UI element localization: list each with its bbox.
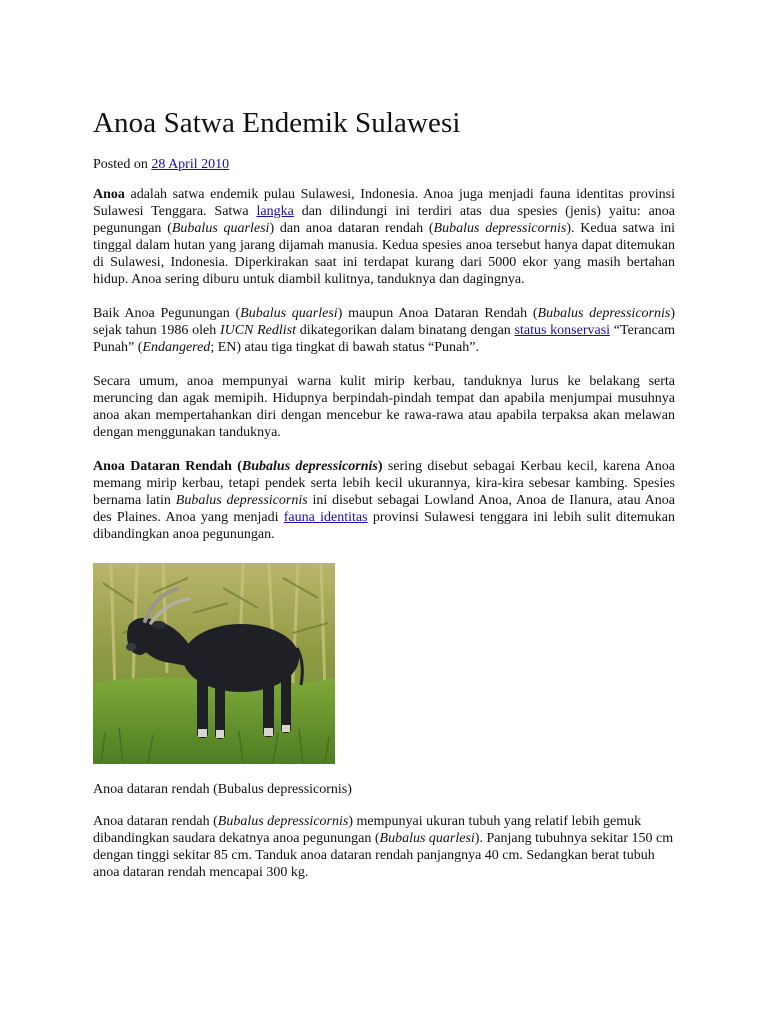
text-span: dan dilindungi ini terdiri atas dua spesies (jenis) yaitu: anoa pegunungan ( xyxy=(93,204,675,236)
link-status-konservasi[interactable]: status konservasi xyxy=(514,323,611,338)
bold-term: Anoa Dataran Rendah ( xyxy=(93,459,242,474)
posted-on-label: Posted on xyxy=(93,157,148,172)
text-span: Anoa dataran rendah ( xyxy=(93,814,218,829)
text-span: “Terancam Punah” ( xyxy=(93,323,675,355)
photo-caption: Anoa dataran rendah (Bubalus depressicornis) xyxy=(93,782,352,797)
text-span: ). Panjang tubuhnya sekitar 150 cm dengan tinggi sekitar 85 cm. Tanduk anoa dataran rendah panjangnya 40 cm. Sedangkan berat tubuh anoa dataran rendah mencapai 300 kg. xyxy=(93,831,674,880)
italic-term: Bubalus depressicornis xyxy=(217,814,349,829)
page-title: Anoa Satwa Endemik Sulawesi xyxy=(93,107,461,139)
post-date-link[interactable]: 28 April 2010 xyxy=(151,157,230,172)
text-span: adalah satwa endemik pulau Sulawesi, Indonesia. Anoa juga menjadi fauna identitas provinsi Sulawesi Tenggara. Satwa xyxy=(93,187,675,219)
text-span: Baik Anoa Pegunungan ( xyxy=(93,306,241,321)
paragraph-1 xyxy=(93,186,675,288)
text-span: dikategorikan dalam binatang dengan xyxy=(296,323,515,338)
italic-term: Bubalus depressicornis xyxy=(433,221,567,236)
bold-term: ) xyxy=(377,459,383,474)
italic-term: Bubalus depressicornis xyxy=(537,306,671,321)
italic-term: Bubalus depressicornis xyxy=(175,493,308,508)
text-span: ) sejak tahun 1986 oleh xyxy=(93,306,675,338)
text-span: ). Kedua satwa ini tinggal dalam hutan yang jarang dijamah manusia. Kedua spesies anoa tersebut hanya dapat ditemukan di Sulawesi, Indonesia. Diperkirakan saat ini terdapat kurang dari 5000 ekor yang masih bertahan hidup. Anoa sering diburu untuk diambil kulitnya, tanduknya dan dagingnya. xyxy=(93,221,676,287)
anoa-photo-illustration xyxy=(93,563,335,764)
text-span: ; EN) atau tiga tingkat di bawah status “Punah”. xyxy=(210,340,479,355)
italic-term: Bubalus quarlesi xyxy=(379,831,475,846)
text-span: ) mempunyai ukuran tubuh yang relatif lebih gemuk dibandingkan saudara dekatnya anoa pegunungan ( xyxy=(93,814,642,846)
paragraph-3: Secara umum, anoa mempunyai warna kulit mirip kerbau, tanduknya lurus ke belakang serta meruncing dan agak memipih. Hidupnya berpindah-pindah tempat dan apabila menjumpai musuhnya anoa akan mempertahankan diri dengan mencebur ke rawa-rawa atau apabila terpaksa akan melawan dengan menggunakan tanduknya. xyxy=(93,374,675,440)
article xyxy=(93,104,675,881)
link-langka[interactable]: langka xyxy=(256,204,294,219)
post-meta xyxy=(93,156,675,174)
text-span: ) dan anoa dataran rendah ( xyxy=(269,221,434,236)
paragraph-2 xyxy=(93,305,675,356)
text-span: sering disebut sebagai Kerbau kecil, karena Anoa memang mirip kerbau, tetapi pendek serta lebih kecil ukurannya, kira-kira sebesar kambing. Spesies bernama latin xyxy=(93,459,675,508)
text-span: provinsi Sulawesi tenggara ini lebih sulit ditemukan dibandingkan anoa pegunungan. xyxy=(93,510,676,542)
italic-term: IUCN Redlist xyxy=(219,323,297,338)
bold-italic-term: Bubalus depressicornis xyxy=(241,459,378,474)
paragraph-5 xyxy=(93,813,675,881)
text-span: ini disebut sebagai Lowland Anoa, Anoa de Ilanura, atau Anoa des Plaines. Anoa yang menjadi xyxy=(93,493,675,525)
italic-term: Bubalus quarlesi xyxy=(171,221,270,236)
text-span: ) maupun Anoa Dataran Rendah ( xyxy=(337,306,538,321)
italic-term: Endangered xyxy=(142,340,211,355)
anoa-photo xyxy=(93,563,335,764)
italic-term: Bubalus quarlesi xyxy=(240,306,338,321)
link-fauna-identitas[interactable]: fauna identitas xyxy=(283,510,368,525)
bold-term: Anoa xyxy=(93,187,125,202)
paragraph-4 xyxy=(93,458,675,543)
